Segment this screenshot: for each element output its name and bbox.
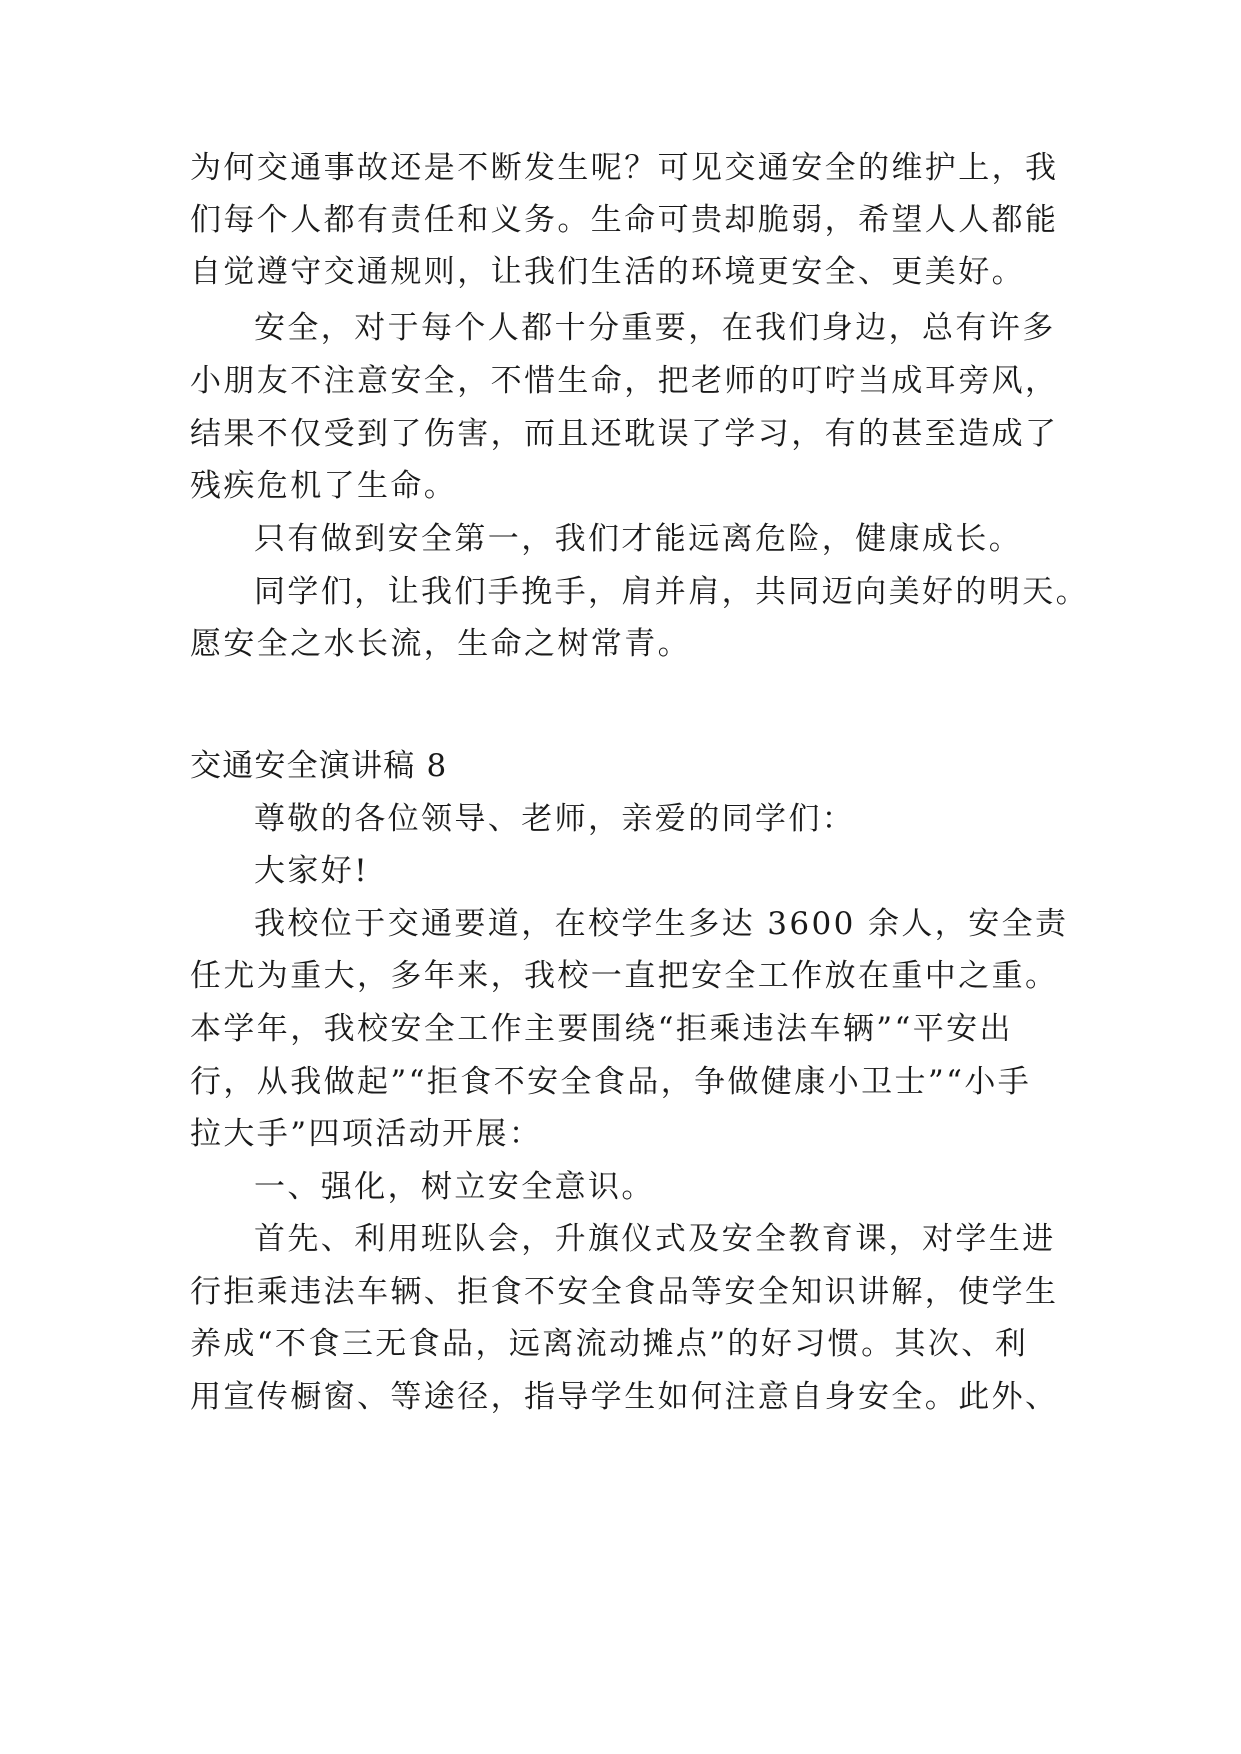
paragraph-line: 任尤为重大，多年来，我校一直把安全工作放在重中之重。 xyxy=(190,958,1059,994)
subheading: 一、强化，树立安全意识。 xyxy=(254,1169,655,1205)
paragraph-line: 残疾危机了生命。 xyxy=(190,468,458,504)
paragraph-line: 自觉遵守交通规则，让我们生活的环境更安全、更美好。 xyxy=(190,254,1025,290)
paragraph-line: 拉大手”四项活动开展： xyxy=(190,1116,543,1152)
salutation: 尊敬的各位领导、老师，亲爱的同学们： xyxy=(254,801,856,837)
paragraph-line: 行，从我做起”“拒食不安全食品，争做健康小卫士”“小手 xyxy=(190,1064,1032,1100)
paragraph-line: 我校位于交通要道，在校学生多达 3600 余人，安全责 xyxy=(254,906,1069,942)
paragraph-line: 愿安全之水长流，生命之树常青。 xyxy=(190,626,691,662)
paragraph-line: 为何交通事故还是不断发生呢？可见交通安全的维护上，我 xyxy=(190,150,1059,186)
paragraph-line: 小朋友不注意安全，不惜生命，把老师的叮咛当成耳旁风， xyxy=(190,363,1059,399)
paragraph-line: 行拒乘违法车辆、拒食不安全食品等安全知识讲解，使学生 xyxy=(190,1274,1059,1310)
paragraph-line: 首先、利用班队会，升旗仪式及安全教育课，对学生进 xyxy=(254,1221,1056,1257)
paragraph-line: 结果不仅受到了伤害，而且还耽误了学习，有的甚至造成了 xyxy=(190,416,1059,452)
paragraph-line: 养成“不食三无食品，远离流动摊点”的好习惯。其次、利 xyxy=(190,1326,1029,1362)
paragraph-line: 本学年，我校安全工作主要围绕“拒乘违法车辆”“平安出 xyxy=(190,1011,1013,1047)
paragraph-line: 们每个人都有责任和义务。生命可贵却脆弱，希望人人都能 xyxy=(190,202,1059,238)
paragraph-line: 同学们，让我们手挽手，肩并肩，共同迈向美好的明天。 xyxy=(254,574,1089,610)
paragraph-line: 用宣传橱窗、等途径，指导学生如何注意自身安全。此外、 xyxy=(190,1379,1059,1415)
greeting: 大家好! xyxy=(254,853,370,889)
paragraph-line: 只有做到安全第一，我们才能远离危险，健康成长。 xyxy=(254,521,1023,557)
paragraph-line: 安全，对于每个人都十分重要，在我们身边，总有许多 xyxy=(254,310,1056,346)
section-title: 交通安全演讲稿 8 xyxy=(190,748,448,784)
